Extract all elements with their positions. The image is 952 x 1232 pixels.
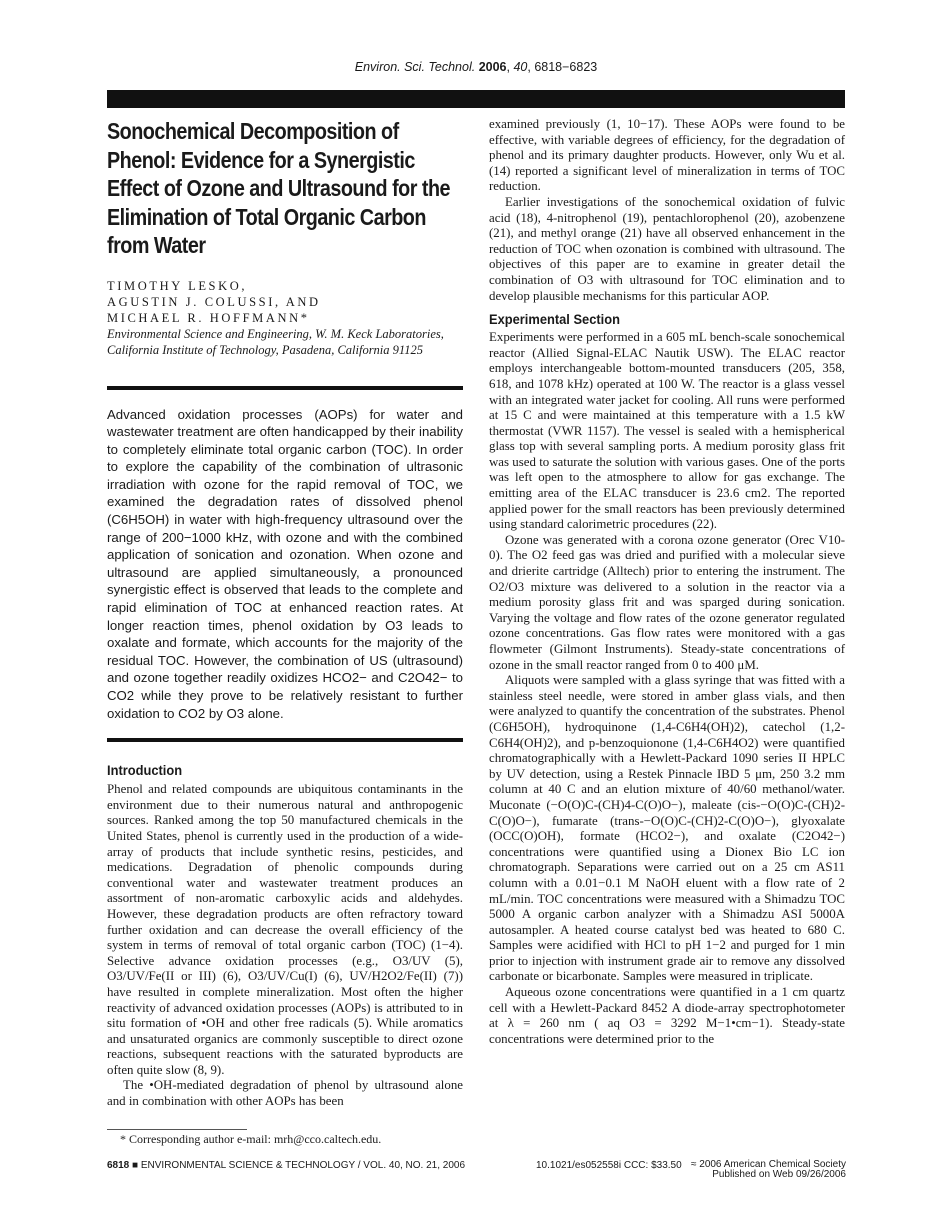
author-3: MICHAEL R. HOFFMANN* <box>107 310 310 325</box>
page-number: 6818 <box>107 1160 130 1171</box>
page-footer-left: 6818 ■ ENVIRONMENTAL SCIENCE & TECHNOLOGY / VOL. 40, NO. 21, 2006 <box>107 1160 466 1171</box>
copyright: ≈ 2006 American Chemical Society <box>690 1159 846 1170</box>
abstract-rule-bottom <box>107 738 463 742</box>
abstract: Advanced oxidation processes (AOPs) for water and wastewater treatment are often handicapped by their inability to completely eliminate total organic carbon (TOC). In order to explore the capability of the combination of ultrasonic irradiation with ozone for the rapid removal of TOC, we examined the degradation rates of dissolved phenol (C6H5OH) in water with high-frequency ultrasound over the range of 200−1000 kHz, with ozone and with the combined application of sonication and ozonation. When ozone and ultrasound are applied simultaneously, a pronounced synergistic effect is observed that leads to the complete and rapid elimination of TOC at enhanced reaction rates. At longer reaction times, phenol oxidation by O3 leads to oxalate and formate, which accounts for the majority of the residual TOC. However, the combination of US (ultrasound) and ozone together readily oxidizes HCO2− and C2O42− to CO2 while they prove to be relatively resistant to further oxidation to CO2 by O3 alone. <box>107 406 463 721</box>
experimental-body <box>489 330 845 1047</box>
published-date: Published on Web 09/26/2006 <box>712 1169 846 1180</box>
intro-paragraph: Phenol and related compounds are ubiquitous contaminants in the environment due to their numerous natural and anthropogenic sources. Ranked among the top 50 manufactured chemicals in the United States, phenol is currently used in the production of a wide-array of products that include synthetic resins, pesticides, and medications. Degradation of phenolic compounds during conventional water and wastewater treatment produces an assortment of non-aromatic carboxylic acids and aldehydes. However, these degradation products are often refractory toward further oxidation and can decrease the overall efficiency of the system in terms of removal of total organic carbon (TOC) (1−4). Selective advance oxidation processes (e.g., O3/UV (5), O3/UV/Fe(II or III) (6), O3/UV/Cu(I) (6), UV/H2O2/Fe(II) (7)) have resulted in complete mineralization. Most often the higher reactivity of advanced oxidation processes (AOPs) is attributed to in situ formation of •OH and other free radicals (5). While aromatics and unsaturated organics are commonly susceptible to direct ozone reactions, subsequent reactions with the saturated byproducts are often quite slow (8, 9). <box>107 782 463 1077</box>
experimental-paragraph: Ozone was generated with a corona ozone generator (Orec V10-0). The O2 feed gas was dried and purified with a molecular sieve and drierite cartridge (Alltech) prior to entering the instrument. The O2/O3 mixture was delivered to a solution in the reactor via a medium porosity glass frit and was sparged during sonication. Varying the voltage and flow rates of the ozone generator regulated ozone concentrations. Gas flow rates were monitored with a gas flowmeter (Gilmont Instruments). Steady-state concentrations of ozone in the small reactor ranged from 0 to 400 μM. <box>489 532 845 672</box>
abstract-rule-top <box>107 386 463 390</box>
author-1: TIMOTHY LESKO, <box>107 278 248 293</box>
article-title: Sonochemical Decomposition of Phenol: Evidence for a Synergistic Effect of Ozone and Ultrasound for the Elimination of Total Organic Carbon from Water <box>107 118 451 258</box>
footer-journal-line: ENVIRONMENTAL SCIENCE & TECHNOLOGY / VOL. 40, NO. 21, 2006 <box>140 1160 466 1171</box>
experimental-paragraph: Aliquots were sampled with a glass syringe that was fitted with a stainless steel needle, were stored in amber glass vials, and then were analyzed to quantify the concentration of the substrates. Phenol (C6H5OH), hydroquinone (1,4-C6H4(OH)2), catechol (1,2-C6H4(OH)2), and p-benzoquionone (1,4-C6H4O2) were quantified chromatographically with a Hewlett-Packard 1090 series II HPLC by UV detection, using a Restek Pinnacle IBD 5 μm, 250 3.2 mm column at 40 C and an elution mixture of 40/60 methanol/water. Muconate (−O(O)C-(CH)4-C(O)O−), maleate (cis-−O(O)C-(CH)2-C(O)O−), fumarate (trans-−O(O)C-(CH)2-C(O)O−), glyoxalate (OCC(O)OH), formate (HCO2−), and oxalate (C2O42−) concentrations were quantified using a Dionex Bio LC ion chromatograph. Separations were carried out on a 25 cm AS11 column with a 0.01−0.1 M NaOH eluent with a flow rate of 2 mL/min. TOC concentrations were measured with a Shimadzu TOC 5000 A organic carbon analyzer with a Shimadzu ASI 5000A autosampler. A heated course catalyst bed was heated to 680 C. Samples were acidified with HCl to pH 1−2 and purged for 1 min prior to injection with instrument grade air to remove any dissolved carbonate or bicarbonate. Samples were measured in triplicate. <box>489 673 845 984</box>
right-column <box>489 117 845 1047</box>
introduction-body <box>107 782 463 1109</box>
experimental-paragraph: Aqueous ozone concentrations were quantified in a 1 cm quartz cell with a Hewlett-Packard 8452 A diode-array spectrophotometer at λ = 260 nm ( aq O3 = 3292 M−1•cm−1). Steady-state concentrations were determined prior to the <box>489 985 845 1046</box>
journal-name: Environ. Sci. Technol. <box>354 60 476 74</box>
section-heading-introduction: Introduction <box>107 762 183 779</box>
author-2: AGUSTIN J. COLUSSI, AND <box>107 294 321 309</box>
section-heading-experimental: Experimental Section <box>489 311 620 328</box>
footer-doi: 10.1021/es052558i CCC: $33.50 <box>536 1160 682 1171</box>
journal-year: 2006 <box>478 60 507 74</box>
journal-volume: 40 <box>513 60 528 74</box>
author-list <box>107 278 463 326</box>
journal-pages: 6818−6823 <box>534 60 598 74</box>
left-column <box>107 117 463 1110</box>
intro-paragraph: The •OH-mediated degradation of phenol by ultrasound alone and in combination with other AOPs has been <box>107 1078 463 1109</box>
page-footer-right <box>680 1160 846 1180</box>
right-body <box>489 117 845 304</box>
footnote-rule <box>107 1129 247 1130</box>
experimental-paragraph: Experiments were performed in a 605 mL bench-scale sonochemical reactor (Allied Signal-ELAC Nautik USW). The ELAC reactor employs interchangeable bottom-mounted transducers (205, 358, 618, and 1078 kHz) operated at 100 W. The reactor is a glass vessel with an integrated water jacket for cooling. All runs were performed at 15 C and were maintained at this temperature with a 1.5 kW thermostat (VWR 1157). The vessel is sealed with a hemispherical glass top with several sampling ports. A medium porosity glass frit was used to saturate the solution with various gases. One of the ports was left open to the atmosphere to allow for gas exchange. The emitting area of the ELAC transducer is 23.6 cm2. The reported applied power for the small reactors has been previously determined using standard calorimetric procedures (22). <box>489 330 845 532</box>
running-header: Environ. Sci. Technol. 2006, 40, 6818−6823 <box>354 60 598 74</box>
continued-paragraph: examined previously (1, 10−17). These AOPs were found to be effective, with variable degrees of efficiency, for the degradation of phenol and its primary daughter products. However, only Wu et al. (14) reported a significant level of mineralization in terms of TOC reduction. <box>489 117 845 194</box>
corresponding-author-footnote: * Corresponding author e-mail: mrh@cco.caltech.edu. <box>120 1132 382 1146</box>
header-bar <box>107 90 845 108</box>
objectives-paragraph: Earlier investigations of the sonochemical oxidation of fulvic acid (18), 4-nitrophenol (19), pentachlorophenol (20), azobenzene (21), and methyl orange (21) have all observed enhancement in the reduction of TOC when ozonation is combined with ultrasound. The objectives of this paper are to examine in greater detail the combination of O3 with ultrasound for TOC elimination and to develop plausible mechanisms for this particular AOP. <box>489 194 845 303</box>
affiliation: Environmental Science and Engineering, W. M. Keck Laboratories, California Institute of Technology, Pasadena, California 91125 <box>107 326 444 357</box>
